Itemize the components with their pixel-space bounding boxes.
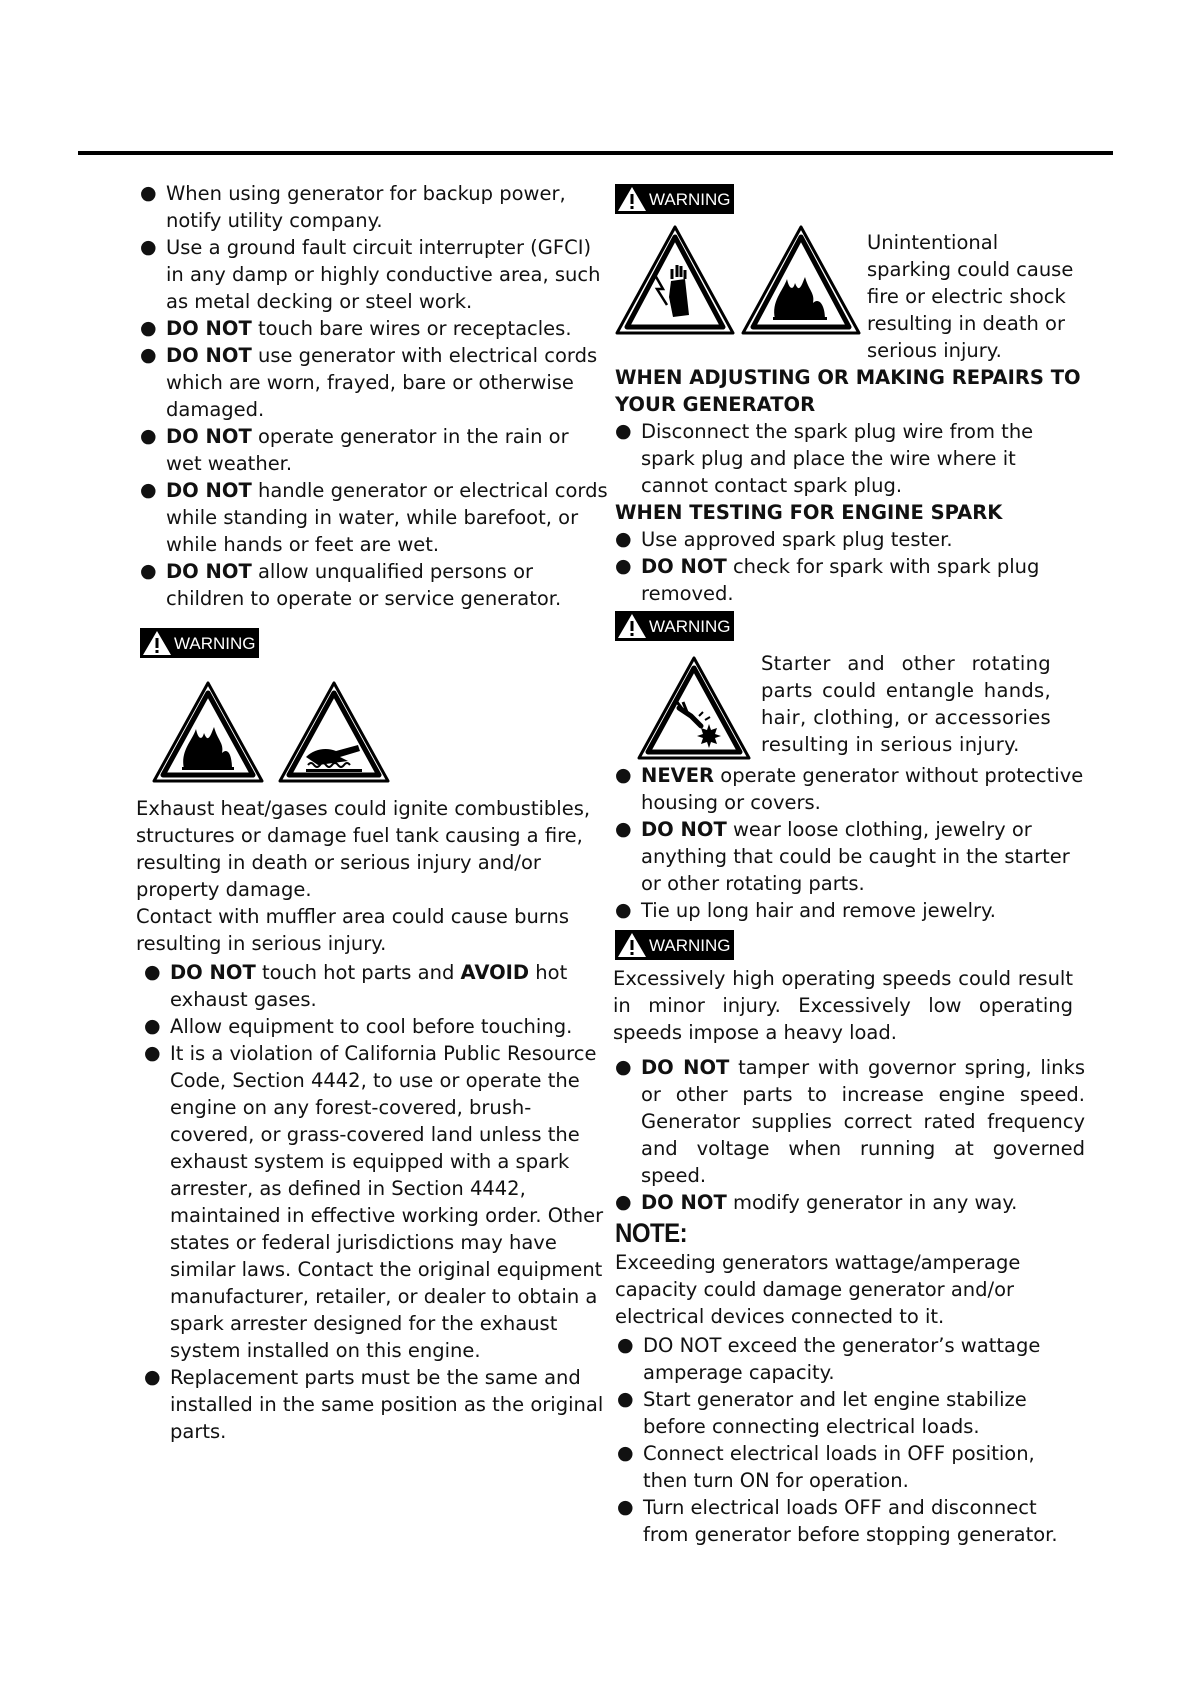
exhaust-warning-text: Exhaust heat/gases could ignite combustibles, structures or damage fuel tank causing a fire, resulting in death or serious injury and/or property damage. [136, 797, 591, 901]
spark-testing-heading: WHEN TESTING FOR ENGINE SPARK [615, 501, 1003, 524]
alert-triangle-icon [617, 932, 647, 958]
list-item: ● Replacement parts must be the same and installed in the same position as the original parts. [144, 1364, 610, 1445]
alert-triangle-icon [617, 186, 647, 212]
sparking-warning-text: Unintentional sparking could cause fire or electric shock resulting in death or serious injury. [867, 231, 1074, 362]
list-item: ● Connect electrical loads in OFF position, then turn ON for operation. [617, 1440, 1085, 1494]
note-text: Exceeding generators wattage/amperage capacity could damage generator and/or electrical devices connected to it. [615, 1251, 1021, 1328]
list-item: ● Disconnect the spark plug wire from the spark plug and place the wire where it cannot contact spark plug. [615, 418, 1085, 499]
warning-badge: WARNING [615, 184, 734, 214]
list-item: ● When using generator for backup power, notify utility company. [140, 180, 610, 234]
warning-badge: WARNING [615, 611, 734, 641]
left-column [136, 180, 610, 1445]
warning-badge: WARNING [140, 628, 259, 658]
list-item: ● DO NOT exceed the generator’s wattage amperage capacity. [617, 1332, 1085, 1386]
fire-hazard-icon [741, 225, 861, 337]
speed-warning-text: Excessively high operating speeds could result in minor injury. Excessively low operating speeds impose a heavy load. [613, 967, 1073, 1044]
list-item: ● Use approved spark plug tester. [615, 526, 1085, 553]
electric-shock-icon [615, 225, 735, 337]
list-item: ● It is a violation of California Public Resource Code, Section 4442, to use or operate the engine on any forest-covered, brush-covered, or grass-covered land unless the exhaust system is equipped with a spark arrester, as defined in Section 4442, maintained in effective working order. Other states or federal jurisdictions may have similar laws. Contact the original equipment manufacturer, retailer, or dealer to obtain a spark arrester designed for the exhaust system installed on this engine. [144, 1040, 610, 1364]
list-item: ● DO NOT modify generator in any way. [615, 1189, 1085, 1216]
list-item: ● DO NOT touch hot parts and AVOID hot exhaust gases. [144, 959, 610, 1013]
list-item: ● DO NOT wear loose clothing, jewelry or anything that could be caught in the starter or other rotating parts. [615, 816, 1085, 897]
hot-surface-icon [278, 681, 390, 785]
list-item: ● DO NOT touch bare wires or receptacles. [140, 315, 610, 342]
note-heading: NOTE: [615, 1218, 688, 1249]
header-rule [78, 151, 1113, 155]
rotating-parts-warning-text: Starter and other rotating parts could entangle hands, hair, clothing, or accessories resulting in serious injury. [761, 652, 1051, 756]
right-column [615, 184, 1085, 1548]
list-item: ● Allow equipment to cool before touching. [144, 1013, 610, 1040]
entanglement-icon [637, 656, 751, 762]
list-item: ● NEVER operate generator without protective housing or covers. [615, 762, 1085, 816]
list-item: ● DO NOT use generator with electrical cords which are worn, frayed, bare or otherwise damaged. [140, 342, 610, 423]
list-item: ● Tie up long hair and remove jewelry. [615, 897, 1085, 924]
alert-triangle-icon [617, 613, 647, 639]
list-item: ● DO NOT allow unqualified persons or children to operate or service generator. [140, 558, 610, 612]
list-item: ● Turn electrical loads OFF and disconnect from generator before stopping generator. [617, 1494, 1085, 1548]
muffler-warning-text: Contact with muffler area could cause burns resulting in serious injury. [136, 905, 570, 955]
repairs-heading: WHEN ADJUSTING OR MAKING REPAIRS TO YOUR GENERATOR [615, 366, 1081, 416]
list-item: ● DO NOT operate generator in the rain or wet weather. [140, 423, 610, 477]
list-item: ● Use a ground fault circuit interrupter (GFCI) in any damp or highly conductive area, such as metal decking or steel work. [140, 234, 610, 315]
alert-triangle-icon [142, 630, 172, 656]
list-item: ● DO NOT tamper with governor spring, links or other parts to increase engine speed. Generator supplies correct rated frequency and voltage when running at governed speed. [615, 1054, 1085, 1189]
warning-badge: WARNING [615, 930, 734, 960]
list-item: ● DO NOT check for spark with spark plug removed. [615, 553, 1085, 607]
list-item: ● Start generator and let engine stabilize before connecting electrical loads. [617, 1386, 1085, 1440]
list-item: ● DO NOT handle generator or electrical cords while standing in water, while barefoot, or while hands or feet are wet. [140, 477, 610, 558]
fire-hazard-icon [152, 681, 264, 785]
